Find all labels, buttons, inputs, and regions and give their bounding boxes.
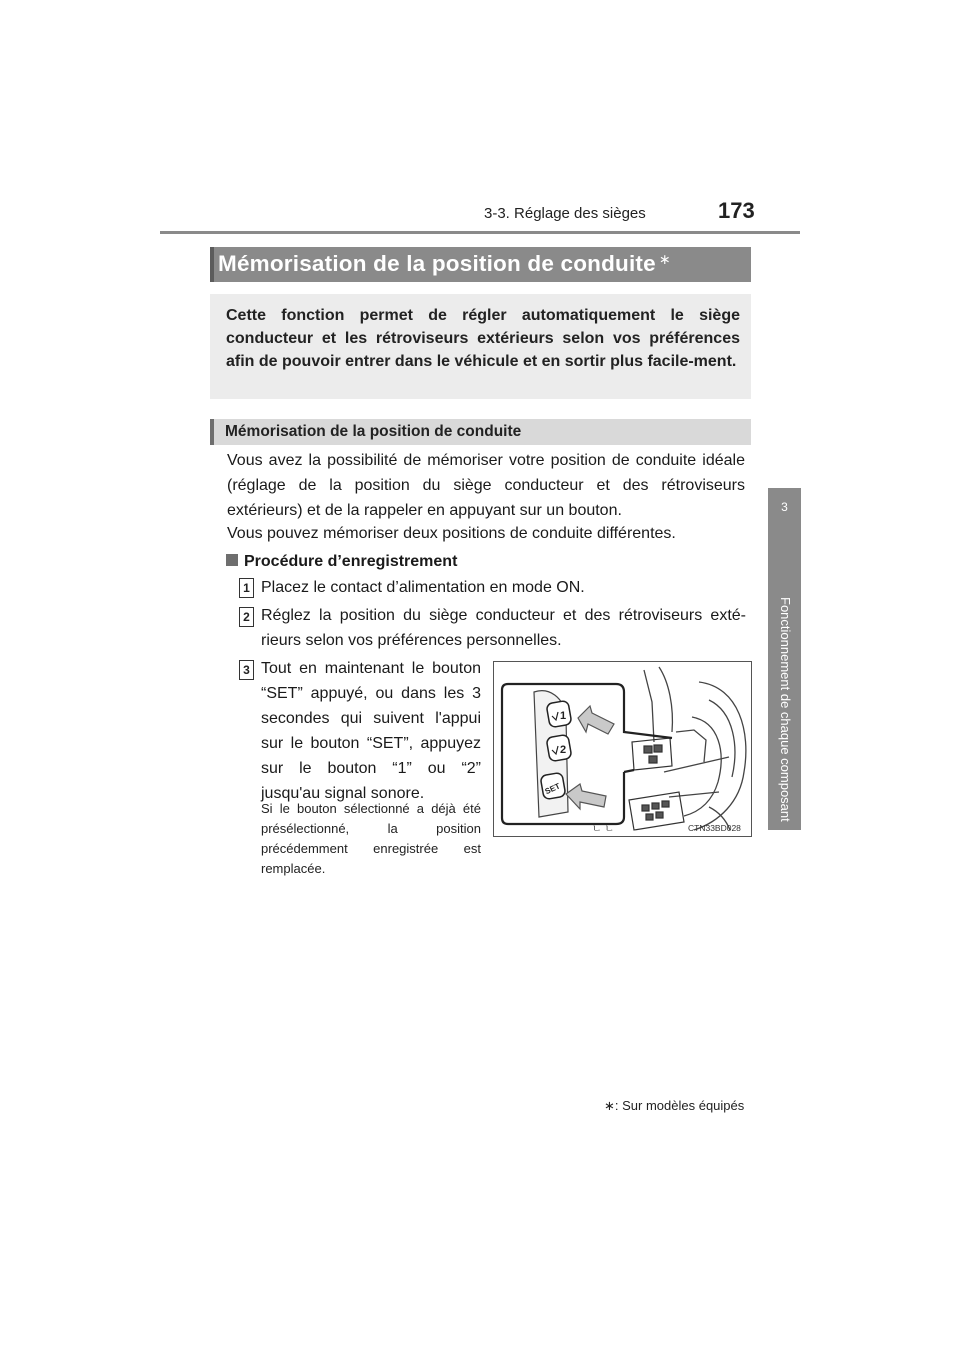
header-rule [160,231,800,234]
figure-illustration [494,662,751,836]
memory-button-panel-icon [534,691,572,817]
figure-scribble: ㄴ ㄴ [592,824,615,835]
footnote [604,1098,744,1114]
procedure-heading [226,549,457,574]
chapter-number: 3 [781,500,788,514]
section-title-text: Mémorisation de la position de conduite [218,251,656,276]
door-switch-panel-icon [629,738,684,830]
optional-equipment-marker: ∗ [658,251,671,267]
bullet-square [226,554,238,566]
step-text-1: Placez le contact d’alimentation en mode ON. [261,579,585,596]
footnote-text: : Sur modèles équipés [614,1098,745,1113]
subsection-bar-edge [210,419,214,445]
pointer-arrow-icon [566,706,614,809]
subsection-title: Mémorisation de la position de conduite [225,423,522,440]
memory-button-2-label: 2 [560,744,567,756]
memory-button-1-label: 1 [560,710,567,722]
set-button-label: SET [543,781,562,797]
paragraph-intro: Vous avez la possibilité de mémoriser votre position de conduite idéale (réglage de la position du siège conducteur et des rétroviseurs extérieurs) et de la rappeler en appuyant sur un bouton. [227,452,745,519]
section-title [218,251,671,277]
figure-code: CTN33BD028 [688,823,741,833]
title-bar-edge [210,247,214,282]
step-text-3: Tout en maintenant le bouton “SET” appuyé, ou dans les 3 secondes qui suivent l'appui sur le bouton “SET”, appuyez sur le bouton “1” ou “2” jusqu'au signal sonore. [261,660,481,802]
step-number-1: 1 [239,578,254,598]
page-number: 173 [718,198,755,223]
subsection-bar [210,419,751,445]
procedure-title: Procédure d’enregistrement [244,553,458,570]
step-text-2: Réglez la position du siège conducteur et des rétroviseurs exté-rieurs selon vos préférences personnelles. [261,607,746,649]
section-title-bar [210,247,751,282]
note-text: Si le bouton sélectionné a déjà été présélectionné, la position précédemment enregistrée est remplacée. [261,801,481,876]
intro-text: Cette fonction permet de régler automatiquement le siège conducteur et les rétroviseurs extérieurs selon vos préférences afin de pouvoir entrer dans le véhicule et en sortir plus facile-ment. [226,307,740,370]
paragraph-two-positions: Vous pouvez mémoriser deux positions de conduite différentes. [227,525,676,542]
footnote-marker: ∗ [604,1098,615,1113]
memory-buttons-figure [493,661,752,837]
step-number-2: 2 [239,607,254,627]
chapter-title: Fonctionnement de chaque composant [778,597,793,822]
section-header: 3-3. Réglage des sièges [484,205,646,222]
intro-box [210,294,751,399]
step-number-3: 3 [239,660,254,680]
